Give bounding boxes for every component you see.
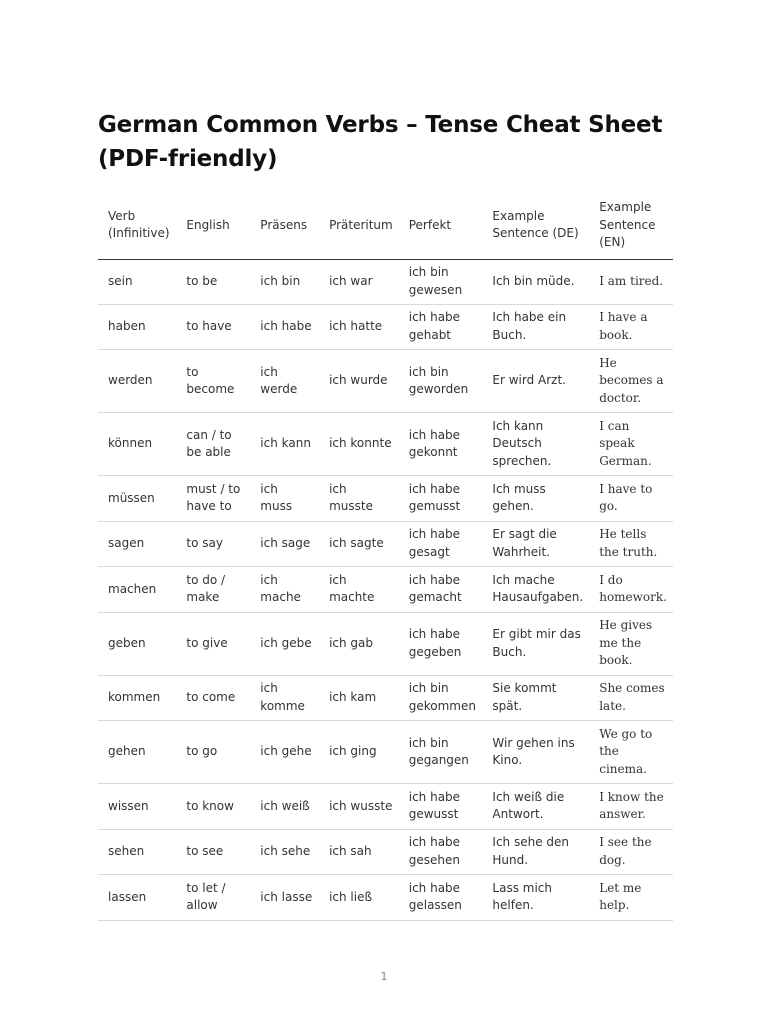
cell-perfekt: ich habe gekonnt: [408, 427, 461, 459]
header-example-de: Example Sentence (DE): [492, 208, 579, 241]
page-number: 1: [380, 970, 388, 983]
cell-example-en: He gives me the book.: [599, 618, 653, 668]
cell-praesens: ich sage: [260, 536, 311, 550]
cell-verb: gehen: [108, 744, 146, 759]
cell-praeteritum: ich machte: [329, 572, 375, 605]
cell-example-de: Ich bin müde.: [492, 273, 575, 288]
cell-english: to know: [186, 798, 234, 813]
cell-english: to become: [186, 364, 235, 396]
table-row: [98, 784, 673, 830]
header-praeteritum: Präteritum: [329, 217, 393, 232]
cell-verb: haben: [108, 319, 146, 333]
cell-praesens: ich muss: [260, 481, 293, 514]
cell-verb: kommen: [108, 690, 161, 704]
table-row: [98, 721, 673, 784]
cell-example-en: I have a book.: [599, 310, 648, 342]
cell-perfekt: ich habe gehabt: [408, 310, 461, 342]
cell-example-de: Ich mache Hausaufgaben.: [492, 572, 584, 605]
header-example-en: Example Sentence (EN): [599, 200, 656, 249]
cell-english: can / to be able: [186, 427, 232, 459]
table-row: [98, 259, 673, 304]
cell-example-en: We go to the cinema.: [599, 726, 653, 776]
cell-example-de: Sie kommt spät.: [492, 681, 557, 713]
cell-praeteritum: ich musste: [329, 481, 373, 514]
cell-english: to say: [186, 536, 223, 550]
cell-praeteritum: ich sah: [329, 844, 372, 858]
cell-example-en: He tells the truth.: [599, 527, 658, 559]
table-row: [98, 413, 673, 476]
cell-perfekt: ich habe gegeben: [408, 627, 462, 659]
cell-example-de: Ich weiß die Antwort.: [492, 789, 565, 822]
cell-verb: machen: [108, 581, 157, 596]
cell-praeteritum: ich sagte: [329, 536, 384, 550]
cell-verb: werden: [108, 373, 153, 388]
cell-praesens: ich komme: [260, 681, 305, 713]
cell-english: to come: [186, 690, 236, 704]
table-row: [98, 829, 673, 875]
cell-verb: sagen: [108, 536, 145, 550]
cell-example-de: Ich sehe den Hund.: [492, 835, 570, 867]
cell-praesens: ich gebe: [260, 635, 312, 650]
page-title: German Common Verbs – Tense Cheat Sheet (PDF-friendly): [98, 112, 663, 172]
cell-example-en: I am tired.: [599, 273, 664, 288]
header-english: English: [186, 217, 230, 232]
cell-perfekt: ich habe gelassen: [408, 880, 462, 913]
cell-example-en: I can speak German.: [599, 418, 652, 468]
cell-perfekt: ich bin geworden: [408, 364, 469, 396]
cell-praeteritum: ich kam: [329, 690, 377, 704]
cell-example-de: Ich muss gehen.: [492, 481, 546, 514]
verb-table: [98, 192, 673, 921]
cell-praeteritum: ich konnte: [329, 436, 392, 451]
cell-praeteritum: ich wurde: [329, 373, 388, 388]
cell-verb: wissen: [108, 798, 149, 813]
cell-english: to let / allow: [186, 880, 226, 913]
cell-perfekt: ich bin gekommen: [408, 681, 476, 713]
cell-verb: müssen: [108, 490, 155, 505]
cell-praeteritum: ich hatte: [329, 319, 383, 333]
cell-verb: sehen: [108, 844, 145, 858]
cell-example-en: He becomes a doctor.: [599, 355, 664, 405]
cell-verb: können: [108, 436, 153, 451]
cell-praesens: ich lasse: [260, 889, 313, 904]
cell-perfekt: ich bin gewesen: [408, 265, 463, 297]
cell-praesens: ich bin: [260, 273, 301, 288]
cell-verb: lassen: [108, 889, 147, 904]
cell-praesens: ich sehe: [260, 844, 311, 858]
table-header-row: [98, 192, 673, 259]
cell-english: to give: [186, 635, 228, 650]
table-row: [98, 675, 673, 721]
table-row: [98, 875, 673, 921]
document-page: [98, 108, 673, 921]
cell-verb: sein: [108, 273, 133, 288]
cell-perfekt: ich habe gemacht: [408, 572, 462, 605]
cell-example-de: Er gibt mir das Buch.: [492, 627, 581, 659]
cell-perfekt: ich habe gesehen: [408, 835, 461, 867]
cell-example-de: Ich habe ein Buch.: [492, 310, 567, 342]
cell-praeteritum: ich wusste: [329, 798, 393, 813]
cell-praeteritum: ich ging: [329, 744, 377, 759]
cell-praesens: ich gehe: [260, 744, 312, 759]
cell-praesens: ich werde: [260, 364, 298, 396]
cell-praesens: ich mache: [260, 572, 301, 605]
cell-english: to go: [186, 744, 218, 759]
table-row: [98, 476, 673, 522]
cell-praesens: ich habe: [260, 319, 312, 333]
cell-perfekt: ich habe gemusst: [408, 481, 461, 514]
header-verb: Verb (Infinitive): [108, 208, 170, 241]
cell-verb: geben: [108, 635, 146, 650]
table-row: [98, 612, 673, 675]
cell-perfekt: ich habe gewusst: [408, 789, 461, 822]
cell-praesens: ich kann: [260, 436, 311, 451]
cell-praeteritum: ich war: [329, 273, 373, 288]
cell-example-de: Er sagt die Wahrheit.: [492, 527, 557, 559]
cell-example-en: I know the answer.: [599, 789, 664, 822]
cell-example-de: Lass mich helfen.: [492, 880, 552, 913]
table-row: [98, 350, 673, 413]
cell-praeteritum: ich ließ: [329, 889, 373, 904]
cell-example-en: She comes late.: [599, 681, 665, 713]
header-praesens: Präsens: [260, 217, 308, 232]
cell-example-en: I have to go.: [599, 481, 653, 514]
cell-example-en: Let me help.: [599, 880, 642, 913]
cell-example-de: Wir gehen ins Kino.: [492, 735, 575, 767]
cell-perfekt: ich bin gegangen: [408, 735, 469, 767]
cell-english: must / to have to: [186, 481, 241, 514]
table-row: [98, 521, 673, 567]
cell-perfekt: ich habe gesagt: [408, 527, 461, 559]
table-row: [98, 304, 673, 350]
cell-praeteritum: ich gab: [329, 635, 374, 650]
cell-example-de: Er wird Arzt.: [492, 373, 566, 388]
header-perfekt: Perfekt: [408, 217, 452, 232]
cell-english: to be: [186, 273, 218, 288]
table-row: [98, 567, 673, 613]
cell-english: to do / make: [186, 572, 226, 605]
cell-praesens: ich weiß: [260, 798, 310, 813]
cell-example-en: I see the dog.: [599, 835, 652, 867]
cell-english: to have: [186, 319, 232, 333]
cell-english: to see: [186, 844, 224, 858]
cell-example-en: I do homework.: [599, 572, 667, 605]
cell-example-de: Ich kann Deutsch sprechen.: [492, 418, 552, 468]
